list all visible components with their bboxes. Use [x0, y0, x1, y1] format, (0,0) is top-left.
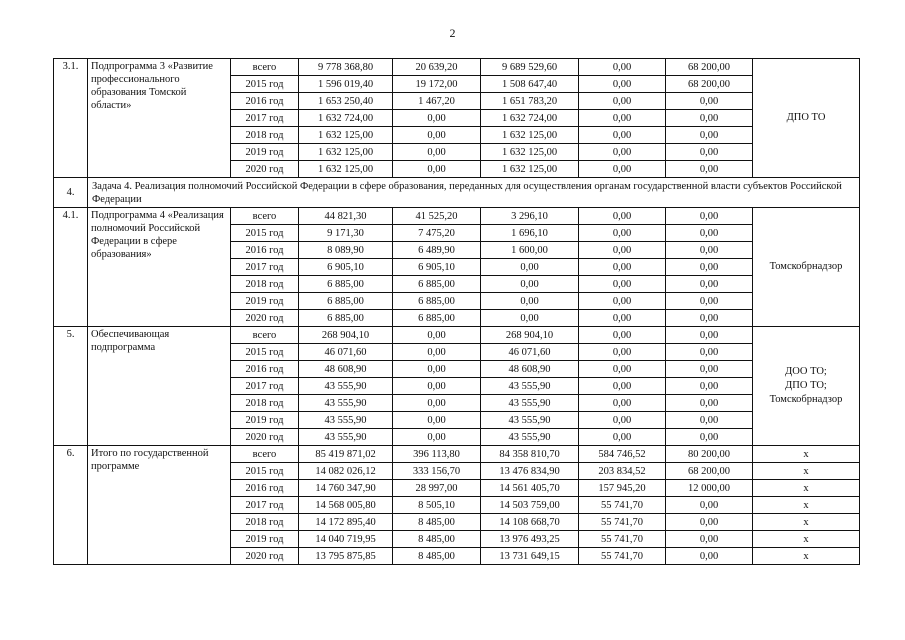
value-cell: 0,00 — [579, 93, 666, 110]
year-label: 2019 год — [231, 531, 299, 548]
value-cell: 0,00 — [666, 344, 753, 361]
value-cell: 20 639,20 — [393, 59, 481, 76]
value-cell: 1 632 125,00 — [481, 144, 579, 161]
value-cell: 0,00 — [579, 144, 666, 161]
value-cell: 7 475,20 — [393, 225, 481, 242]
value-cell: 1 632 125,00 — [481, 127, 579, 144]
value-cell: 0,00 — [393, 144, 481, 161]
value-cell: 0,00 — [666, 259, 753, 276]
value-cell: 0,00 — [666, 327, 753, 344]
value-cell: 0,00 — [579, 361, 666, 378]
value-cell: 46 071,60 — [481, 344, 579, 361]
value-cell: 0,00 — [579, 412, 666, 429]
value-cell: 0,00 — [481, 310, 579, 327]
year-label: 2019 год — [231, 293, 299, 310]
value-cell: 0,00 — [666, 395, 753, 412]
year-label: 2015 год — [231, 76, 299, 93]
value-cell: 43 555,90 — [299, 412, 393, 429]
value-cell: 0,00 — [579, 327, 666, 344]
table-row — [54, 59, 860, 76]
value-cell: 55 741,70 — [579, 548, 666, 565]
executor-mark: x — [753, 514, 860, 531]
value-cell: 0,00 — [579, 76, 666, 93]
value-cell: 0,00 — [579, 110, 666, 127]
year-label: 2017 год — [231, 378, 299, 395]
table-row — [54, 208, 860, 225]
value-cell: 0,00 — [579, 259, 666, 276]
value-cell: 0,00 — [579, 242, 666, 259]
value-cell: 0,00 — [393, 110, 481, 127]
year-label: всего — [231, 59, 299, 76]
value-cell: 1 596 019,40 — [299, 76, 393, 93]
value-cell: 1 467,20 — [393, 93, 481, 110]
value-cell: 48 608,90 — [299, 361, 393, 378]
value-cell: 28 997,00 — [393, 480, 481, 497]
year-label: 2016 год — [231, 480, 299, 497]
value-cell: 43 555,90 — [481, 378, 579, 395]
value-cell: 6 905,10 — [299, 259, 393, 276]
value-cell: 0,00 — [393, 361, 481, 378]
row-number: 4.1. — [54, 208, 88, 327]
value-cell: 85 419 871,02 — [299, 446, 393, 463]
value-cell: 1 508 647,40 — [481, 76, 579, 93]
value-cell: 3 296,10 — [481, 208, 579, 225]
value-cell: 13 976 493,25 — [481, 531, 579, 548]
value-cell: 8 505,10 — [393, 497, 481, 514]
value-cell: 80 200,00 — [666, 446, 753, 463]
value-cell: 0,00 — [579, 310, 666, 327]
value-cell: 43 555,90 — [481, 395, 579, 412]
value-cell: 268 904,10 — [299, 327, 393, 344]
value-cell: 43 555,90 — [299, 395, 393, 412]
value-cell: 9 689 529,60 — [481, 59, 579, 76]
value-cell: 44 821,30 — [299, 208, 393, 225]
value-cell: 14 082 026,12 — [299, 463, 393, 480]
executor-mark: x — [753, 480, 860, 497]
value-cell: 84 358 810,70 — [481, 446, 579, 463]
year-label: 2020 год — [231, 429, 299, 446]
year-label: 2015 год — [231, 344, 299, 361]
value-cell: 8 485,00 — [393, 514, 481, 531]
executor-mark: x — [753, 446, 860, 463]
value-cell: 1 632 125,00 — [299, 144, 393, 161]
value-cell: 0,00 — [666, 378, 753, 395]
value-cell: 1 696,10 — [481, 225, 579, 242]
value-cell: 0,00 — [666, 127, 753, 144]
value-cell: 0,00 — [481, 259, 579, 276]
year-label: 2017 год — [231, 259, 299, 276]
year-label: 2015 год — [231, 463, 299, 480]
value-cell: 1 632 125,00 — [299, 127, 393, 144]
year-label: 2018 год — [231, 395, 299, 412]
program-name: Подпрограмма 3 «Развитие профессионального образования Томской области» — [88, 59, 231, 178]
year-label: 2019 год — [231, 412, 299, 429]
value-cell: 0,00 — [579, 395, 666, 412]
value-cell: 0,00 — [666, 514, 753, 531]
year-label: 2020 год — [231, 310, 299, 327]
program-name: Обеспечивающая подпрограмма — [88, 327, 231, 446]
task-row — [54, 178, 860, 208]
value-cell: 55 741,70 — [579, 497, 666, 514]
year-label: всего — [231, 327, 299, 344]
value-cell: 0,00 — [579, 208, 666, 225]
value-cell: 0,00 — [666, 531, 753, 548]
value-cell: 0,00 — [393, 378, 481, 395]
executor-cell: ДОО ТО; ДПО ТО; Томскобрнадзор — [753, 327, 860, 446]
value-cell: 6 885,00 — [299, 276, 393, 293]
table-row — [54, 446, 860, 463]
row-number: 6. — [54, 446, 88, 565]
value-cell: 19 172,00 — [393, 76, 481, 93]
value-cell: 46 071,60 — [299, 344, 393, 361]
row-number: 3.1. — [54, 59, 88, 178]
value-cell: 1 653 250,40 — [299, 93, 393, 110]
value-cell: 0,00 — [579, 161, 666, 178]
value-cell: 0,00 — [666, 276, 753, 293]
value-cell: 0,00 — [579, 59, 666, 76]
value-cell: 0,00 — [666, 144, 753, 161]
year-label: всего — [231, 208, 299, 225]
value-cell: 0,00 — [666, 161, 753, 178]
year-label: 2015 год — [231, 225, 299, 242]
value-cell: 1 651 783,20 — [481, 93, 579, 110]
value-cell: 9 778 368,80 — [299, 59, 393, 76]
value-cell: 48 608,90 — [481, 361, 579, 378]
year-label: 2017 год — [231, 497, 299, 514]
year-label: 2020 год — [231, 548, 299, 565]
value-cell: 0,00 — [666, 361, 753, 378]
year-label: 2016 год — [231, 361, 299, 378]
value-cell: 0,00 — [393, 127, 481, 144]
value-cell: 68 200,00 — [666, 59, 753, 76]
value-cell: 6 885,00 — [393, 276, 481, 293]
year-label: 2019 год — [231, 144, 299, 161]
value-cell: 68 200,00 — [666, 76, 753, 93]
year-label: 2017 год — [231, 110, 299, 127]
value-cell: 0,00 — [579, 293, 666, 310]
year-label: 2016 год — [231, 242, 299, 259]
executor-mark: x — [753, 497, 860, 514]
value-cell: 6 905,10 — [393, 259, 481, 276]
value-cell: 0,00 — [666, 93, 753, 110]
value-cell: 6 885,00 — [299, 310, 393, 327]
year-label: 2020 год — [231, 161, 299, 178]
value-cell: 0,00 — [579, 225, 666, 242]
value-cell: 41 525,20 — [393, 208, 481, 225]
value-cell: 333 156,70 — [393, 463, 481, 480]
value-cell: 13 731 649,15 — [481, 548, 579, 565]
value-cell: 1 600,00 — [481, 242, 579, 259]
value-cell: 0,00 — [393, 161, 481, 178]
page-number: 2 — [449, 26, 456, 40]
value-cell: 55 741,70 — [579, 514, 666, 531]
row-number: 4. — [54, 178, 88, 208]
value-cell: 0,00 — [481, 293, 579, 310]
task-title: Задача 4. Реализация полномочий Российской Федерации в сфере образования, переданных для осуществления органам государственной власти субъектов Российской Федерации — [88, 178, 860, 208]
value-cell: 13 795 875,85 — [299, 548, 393, 565]
value-cell: 43 555,90 — [481, 412, 579, 429]
value-cell: 157 945,20 — [579, 480, 666, 497]
value-cell: 0,00 — [579, 378, 666, 395]
executor-cell: ДПО ТО — [753, 59, 860, 178]
value-cell: 0,00 — [666, 225, 753, 242]
value-cell: 12 000,00 — [666, 480, 753, 497]
year-label: 2018 год — [231, 276, 299, 293]
value-cell: 14 760 347,90 — [299, 480, 393, 497]
year-label: 2018 год — [231, 514, 299, 531]
value-cell: 8 485,00 — [393, 531, 481, 548]
value-cell: 0,00 — [666, 293, 753, 310]
value-cell: 14 568 005,80 — [299, 497, 393, 514]
value-cell: 0,00 — [579, 276, 666, 293]
value-cell: 8 089,90 — [299, 242, 393, 259]
value-cell: 14 503 759,00 — [481, 497, 579, 514]
value-cell: 6 885,00 — [393, 293, 481, 310]
value-cell: 1 632 125,00 — [481, 161, 579, 178]
value-cell: 14 040 719,95 — [299, 531, 393, 548]
executor-mark: x — [753, 548, 860, 565]
value-cell: 203 834,52 — [579, 463, 666, 480]
value-cell: 43 555,90 — [299, 378, 393, 395]
value-cell: 14 561 405,70 — [481, 480, 579, 497]
value-cell: 55 741,70 — [579, 531, 666, 548]
value-cell: 0,00 — [579, 127, 666, 144]
value-cell: 14 108 668,70 — [481, 514, 579, 531]
value-cell: 0,00 — [666, 110, 753, 127]
value-cell: 584 746,52 — [579, 446, 666, 463]
value-cell: 1 632 724,00 — [481, 110, 579, 127]
year-label: 2016 год — [231, 93, 299, 110]
value-cell: 0,00 — [393, 327, 481, 344]
program-name: Подпрограмма 4 «Реализация полномочий Российской Федерации в сфере образования» — [88, 208, 231, 327]
value-cell: 0,00 — [666, 412, 753, 429]
value-cell: 0,00 — [393, 429, 481, 446]
value-cell: 0,00 — [666, 548, 753, 565]
value-cell: 8 485,00 — [393, 548, 481, 565]
value-cell: 268 904,10 — [481, 327, 579, 344]
value-cell: 6 885,00 — [299, 293, 393, 310]
value-cell: 0,00 — [393, 395, 481, 412]
value-cell: 0,00 — [481, 276, 579, 293]
value-cell: 0,00 — [666, 208, 753, 225]
value-cell: 68 200,00 — [666, 463, 753, 480]
value-cell: 6 489,90 — [393, 242, 481, 259]
value-cell: 1 632 724,00 — [299, 110, 393, 127]
executor-mark: x — [753, 463, 860, 480]
executor-mark: x — [753, 531, 860, 548]
row-number: 5. — [54, 327, 88, 446]
year-label: 2018 год — [231, 127, 299, 144]
value-cell: 396 113,80 — [393, 446, 481, 463]
value-cell: 0,00 — [579, 344, 666, 361]
value-cell: 0,00 — [579, 429, 666, 446]
table-row — [54, 327, 860, 344]
value-cell: 0,00 — [666, 310, 753, 327]
value-cell: 14 172 895,40 — [299, 514, 393, 531]
value-cell: 6 885,00 — [393, 310, 481, 327]
year-label: всего — [231, 446, 299, 463]
value-cell: 0,00 — [666, 429, 753, 446]
value-cell: 43 555,90 — [299, 429, 393, 446]
value-cell: 0,00 — [666, 497, 753, 514]
budget-table — [53, 58, 860, 565]
value-cell: 9 171,30 — [299, 225, 393, 242]
value-cell: 1 632 125,00 — [299, 161, 393, 178]
value-cell: 0,00 — [393, 344, 481, 361]
value-cell: 43 555,90 — [481, 429, 579, 446]
program-name: Итого по государственной программе — [88, 446, 231, 565]
executor-cell: Томскобрнадзор — [753, 208, 860, 327]
value-cell: 0,00 — [666, 242, 753, 259]
value-cell: 0,00 — [393, 412, 481, 429]
value-cell: 13 476 834,90 — [481, 463, 579, 480]
